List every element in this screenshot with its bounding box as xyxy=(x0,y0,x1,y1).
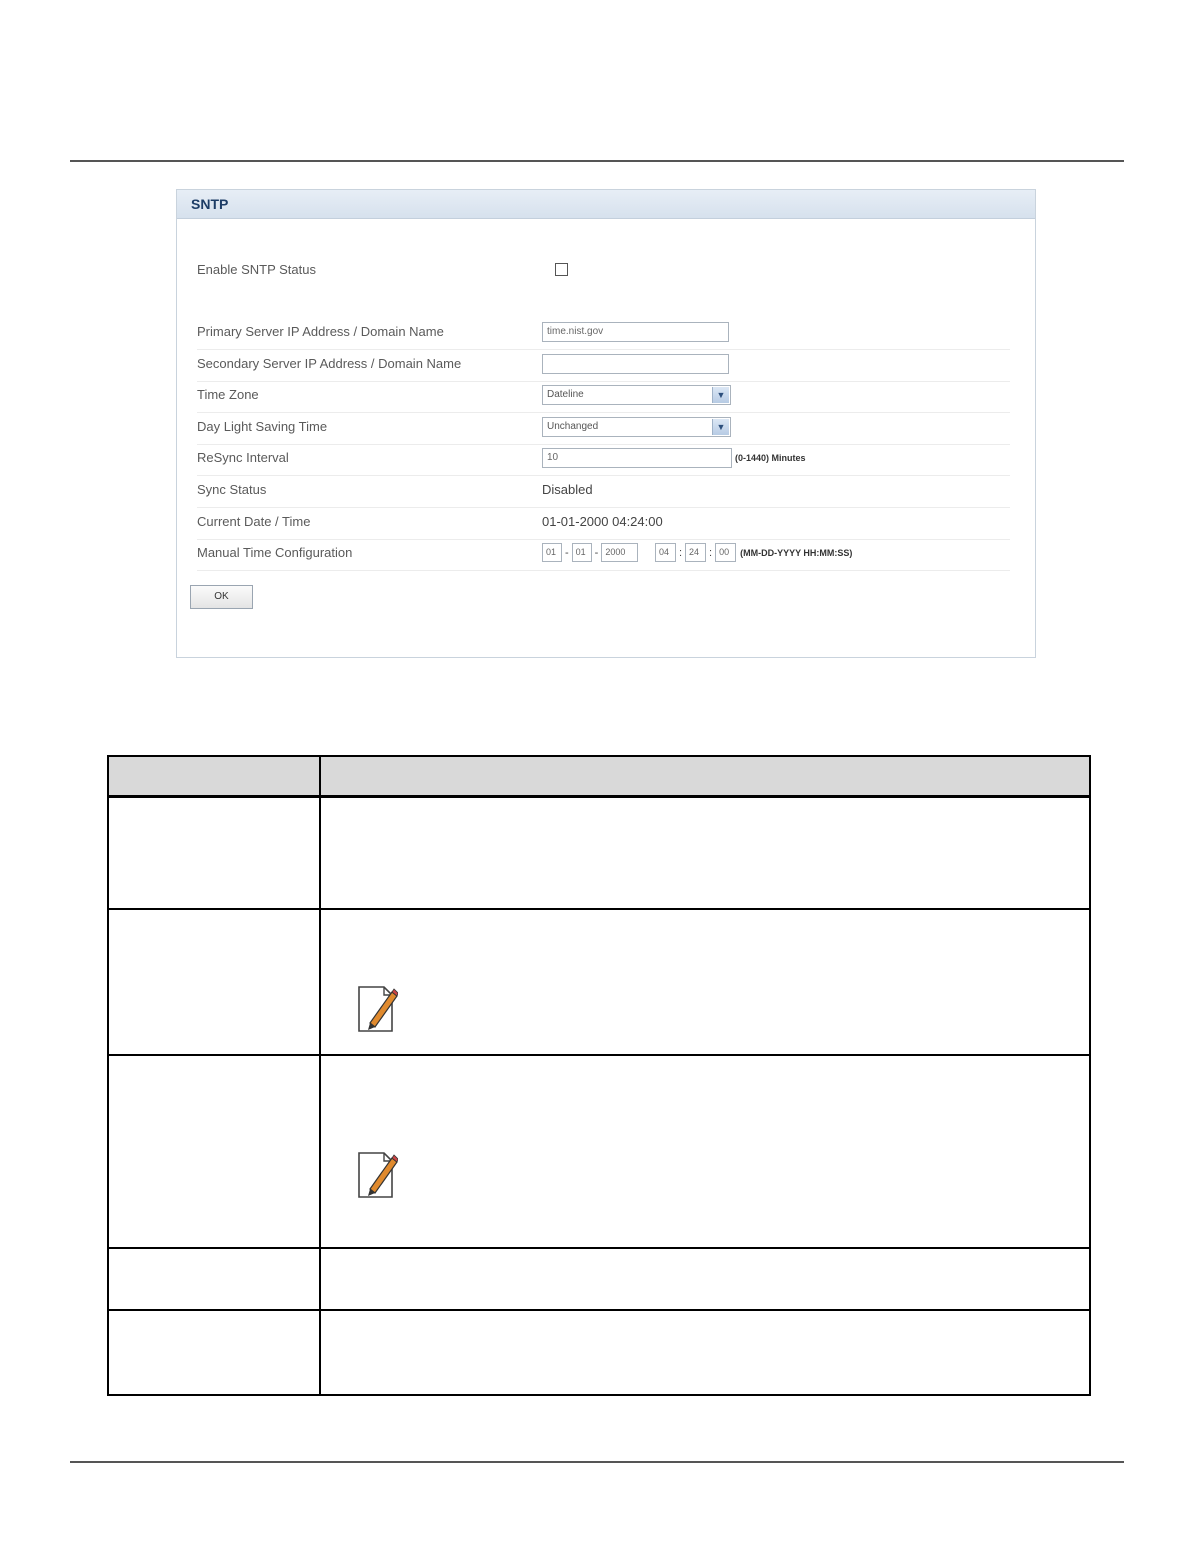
enable-sntp-row xyxy=(197,256,1010,287)
time-zone-select[interactable] xyxy=(542,385,731,405)
date-separator: - xyxy=(565,546,569,559)
daylight-saving-value: Unchanged xyxy=(547,421,599,432)
panel-title: SNTP xyxy=(177,190,1035,219)
time-zone-row xyxy=(197,381,1010,413)
sync-status-value: Disabled xyxy=(542,482,593,497)
year-input[interactable]: 2000 xyxy=(601,543,638,562)
month-input[interactable]: 01 xyxy=(542,543,562,562)
enable-sntp-checkbox[interactable] xyxy=(555,263,568,276)
resync-unit: (0-1440) Minutes xyxy=(735,453,806,463)
row-divider xyxy=(109,1309,1089,1311)
date-separator: - xyxy=(594,546,599,559)
row-divider xyxy=(109,1247,1089,1249)
sync-status-row xyxy=(197,476,1010,508)
resync-interval-label: ReSync Interval xyxy=(197,450,289,465)
sntp-panel xyxy=(176,189,1036,658)
parameter-table xyxy=(107,755,1091,1396)
time-separator: : xyxy=(709,546,713,559)
day-input[interactable]: 01 xyxy=(572,543,592,562)
time-format-hint: (MM-DD-YYYY HH:MM:SS) xyxy=(740,547,853,558)
primary-server-input[interactable]: time.nist.gov xyxy=(542,322,729,342)
enable-sntp-label: Enable SNTP Status xyxy=(197,262,316,277)
note-pencil-icon xyxy=(356,1149,398,1201)
current-datetime-value: 01-01-2000 04:24:00 xyxy=(542,514,663,529)
resync-interval-input[interactable]: 10 xyxy=(542,448,732,468)
daylight-saving-row xyxy=(197,413,1010,445)
secondary-server-label: Secondary Server IP Address / Domain Name xyxy=(197,356,462,371)
row-divider xyxy=(109,1054,1089,1056)
current-datetime-label: Current Date / Time xyxy=(197,514,311,529)
resync-interval-row xyxy=(197,444,1010,476)
time-zone-label: Time Zone xyxy=(197,387,259,402)
time-zone-value: Dateline xyxy=(547,389,584,400)
chevron-down-icon[interactable]: ▼ xyxy=(712,387,729,403)
secondary-server-input[interactable] xyxy=(542,354,729,374)
ok-button[interactable]: OK xyxy=(190,585,253,609)
manual-time-label: Manual Time Configuration xyxy=(197,545,353,560)
bottom-rule xyxy=(70,1461,1124,1463)
minute-input[interactable]: 24 xyxy=(685,543,706,562)
chevron-down-icon[interactable]: ▼ xyxy=(712,419,729,435)
time-separator: : xyxy=(678,546,683,559)
second-input[interactable]: 00 xyxy=(715,543,736,562)
table-header xyxy=(109,757,1089,798)
row-divider xyxy=(109,908,1089,910)
column-divider xyxy=(319,757,321,1394)
hour-input[interactable]: 04 xyxy=(655,543,676,562)
daylight-saving-label: Day Light Saving Time xyxy=(197,419,328,434)
note-pencil-icon xyxy=(356,983,398,1035)
sync-status-label: Sync Status xyxy=(197,482,267,497)
current-datetime-row xyxy=(197,508,1010,540)
manual-time-row xyxy=(197,539,1010,571)
top-rule xyxy=(70,160,1124,162)
primary-server-row xyxy=(197,318,1010,350)
secondary-server-row xyxy=(197,350,1010,382)
primary-server-label: Primary Server IP Address / Domain Name xyxy=(197,324,444,339)
daylight-saving-select[interactable] xyxy=(542,417,731,437)
